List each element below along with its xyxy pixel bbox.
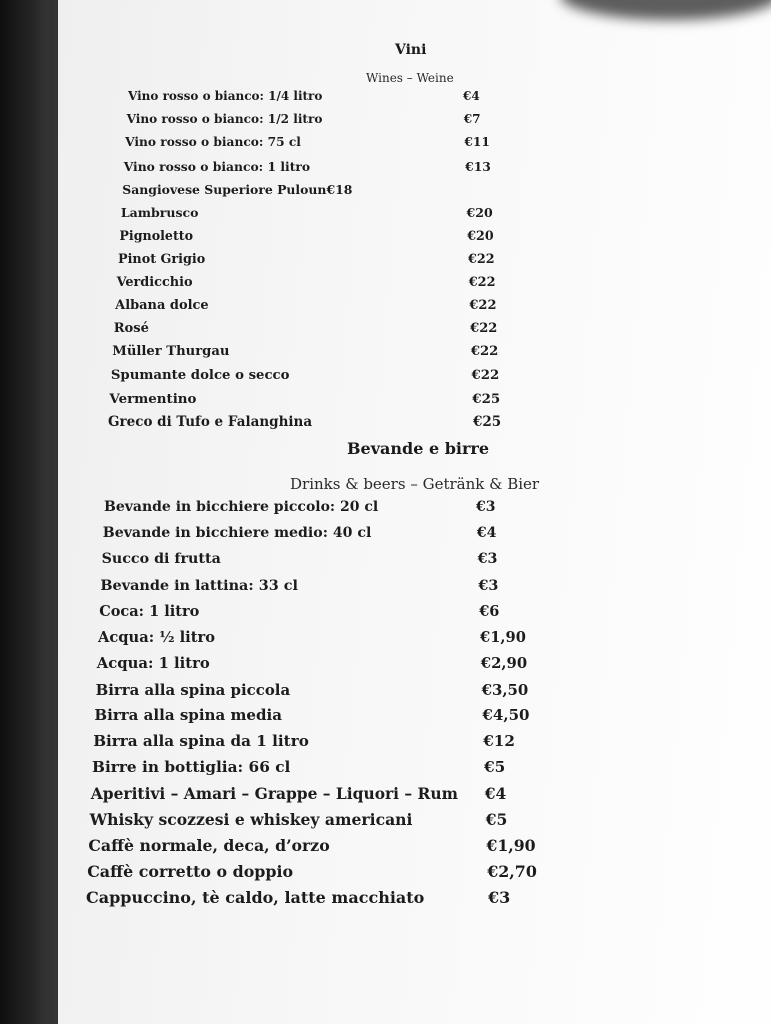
drinks-item-price: €5 bbox=[485, 810, 508, 830]
wines-item-name: Albana dolce bbox=[115, 297, 209, 313]
drinks-item-price: €12 bbox=[483, 732, 515, 751]
drinks-title: Bevande e birre bbox=[347, 439, 489, 458]
drinks-item-name: Coca: 1 litro bbox=[99, 602, 200, 620]
wines-menu-item bbox=[113, 321, 498, 337]
drinks-item-price: €2,70 bbox=[487, 862, 537, 882]
wines-menu-item bbox=[108, 414, 502, 430]
wines-item-price: €20 bbox=[466, 205, 493, 221]
drinks-item-name: Birre in bottiglia: 66 cl bbox=[92, 758, 291, 777]
drinks-item-price: €4,50 bbox=[482, 706, 530, 725]
wines-item-name: Spumante dolce o secco bbox=[110, 367, 290, 383]
drinks-item-name: Aperitivi – Amari – Grappe – Liquori – Rum bbox=[90, 784, 458, 804]
drinks-item-price: €1,90 bbox=[480, 628, 526, 646]
wines-item-price: €25 bbox=[472, 390, 501, 407]
drinks-item-price: €1,90 bbox=[486, 836, 536, 856]
drinks-item-name: Succo di frutta bbox=[101, 550, 221, 567]
wines-item-price: €22 bbox=[469, 297, 497, 313]
drinks-item-price: €3 bbox=[488, 888, 511, 907]
wines-item-name: Vino rosso o bianco: 1 litro bbox=[123, 158, 311, 174]
drinks-item-name: Bevande in bicchiere piccolo: 20 cl bbox=[104, 499, 379, 515]
wines-title: Vini bbox=[395, 42, 427, 58]
wines-item-price: €22 bbox=[471, 367, 500, 383]
wines-item-name: Greco di Tufo e Falanghina bbox=[108, 414, 313, 430]
wines-item-price: €22 bbox=[468, 251, 495, 267]
wines-subtitle: Wines – Weine bbox=[366, 71, 454, 85]
wines-item-price: €22 bbox=[468, 274, 496, 290]
drinks-item-name: Birra alla spina piccola bbox=[95, 680, 291, 699]
wines-menu-item bbox=[115, 297, 497, 313]
wines-item-price: €22 bbox=[470, 321, 498, 337]
drinks-menu-item bbox=[95, 680, 529, 699]
wines-item-name: Vermentino bbox=[109, 390, 197, 407]
menu-binder-edge bbox=[0, 0, 60, 1024]
drinks-menu-item bbox=[102, 524, 497, 541]
wines-item-name: Sangiovese Superiore Puloun€18 bbox=[122, 181, 353, 197]
drinks-item-name: Acqua: 1 litro bbox=[96, 654, 210, 672]
wines-menu-item bbox=[116, 274, 496, 290]
drinks-item-name: Bevande in lattina: 33 cl bbox=[100, 576, 298, 594]
drinks-item-price: €3 bbox=[476, 499, 496, 515]
drinks-menu-item bbox=[90, 784, 507, 804]
drinks-item-name: Whisky scozzesi e whiskey americani bbox=[89, 810, 413, 830]
drinks-item-price: €4 bbox=[484, 784, 507, 804]
drinks-menu-item bbox=[94, 706, 530, 725]
wines-menu-item bbox=[122, 182, 352, 197]
drinks-menu-item bbox=[99, 602, 500, 620]
wines-item-name: Vino rosso o bianco: 1/2 litro bbox=[126, 112, 323, 127]
wines-item-name: Müller Thurgau bbox=[112, 344, 230, 360]
wines-menu-item bbox=[110, 367, 500, 383]
drinks-subtitle: Drinks & beers – Getränk & Bier bbox=[290, 475, 540, 493]
wines-item-price: €22 bbox=[470, 344, 499, 360]
drinks-menu-item bbox=[87, 862, 537, 882]
wines-menu-item bbox=[120, 205, 493, 221]
drinks-menu-item bbox=[86, 888, 511, 907]
wines-item-price: €7 bbox=[463, 112, 481, 127]
wines-menu-item bbox=[109, 390, 501, 407]
drinks-menu-item bbox=[104, 499, 496, 515]
wines-item-price: €13 bbox=[465, 158, 491, 174]
drinks-menu-item bbox=[101, 550, 498, 567]
drinks-item-price: €6 bbox=[479, 602, 500, 620]
wines-item-price: €11 bbox=[464, 135, 490, 150]
drinks-item-name: Birra alla spina da 1 litro bbox=[93, 732, 309, 751]
wines-item-price: €4 bbox=[463, 89, 480, 103]
drinks-item-price: €2,90 bbox=[480, 654, 528, 672]
drinks-menu-item bbox=[93, 732, 515, 751]
wines-menu-item bbox=[112, 344, 499, 360]
drinks-item-name: Caffè normale, deca, d’orzo bbox=[88, 836, 330, 856]
drinks-menu-item bbox=[92, 758, 506, 777]
wines-item-name: Verdicchio bbox=[116, 274, 193, 290]
wines-menu-item bbox=[128, 89, 480, 103]
drinks-item-price: €3 bbox=[477, 550, 498, 567]
drinks-item-name: Acqua: ½ litro bbox=[98, 628, 215, 646]
drinks-item-price: €5 bbox=[484, 758, 506, 777]
drinks-item-name: Bevande in bicchiere medio: 40 cl bbox=[102, 524, 372, 541]
wines-menu-item bbox=[118, 251, 495, 267]
drinks-item-name: Caffè corretto o doppio bbox=[87, 862, 294, 882]
wines-item-name: Pinot Grigio bbox=[118, 251, 206, 267]
wines-menu-item bbox=[123, 158, 491, 174]
wines-item-name: Pignoletto bbox=[119, 228, 194, 244]
drinks-item-price: €3 bbox=[478, 576, 499, 594]
wines-item-name: Rosé bbox=[113, 321, 149, 337]
wines-menu-item bbox=[125, 135, 490, 150]
wines-item-price: €25 bbox=[473, 414, 502, 430]
drinks-menu-item bbox=[98, 628, 526, 646]
wines-item-name: Vino rosso o bianco: 75 cl bbox=[125, 135, 301, 150]
drinks-item-name: Cappuccino, tè caldo, latte macchiato bbox=[86, 888, 425, 907]
drinks-menu-item bbox=[96, 654, 528, 672]
drinks-menu-item bbox=[88, 836, 536, 856]
wines-item-name: Lambrusco bbox=[120, 205, 199, 221]
wines-menu-item bbox=[119, 228, 494, 244]
drinks-item-price: €4 bbox=[476, 524, 497, 541]
wines-item-price: €20 bbox=[467, 228, 494, 244]
wines-menu-item bbox=[126, 112, 481, 127]
drinks-item-name: Birra alla spina media bbox=[94, 706, 282, 725]
wines-item-name: Vino rosso o bianco: 1/4 litro bbox=[128, 89, 323, 103]
drinks-menu-item bbox=[89, 810, 508, 830]
drinks-menu-item bbox=[100, 576, 499, 594]
drinks-item-price: €3,50 bbox=[481, 680, 529, 699]
